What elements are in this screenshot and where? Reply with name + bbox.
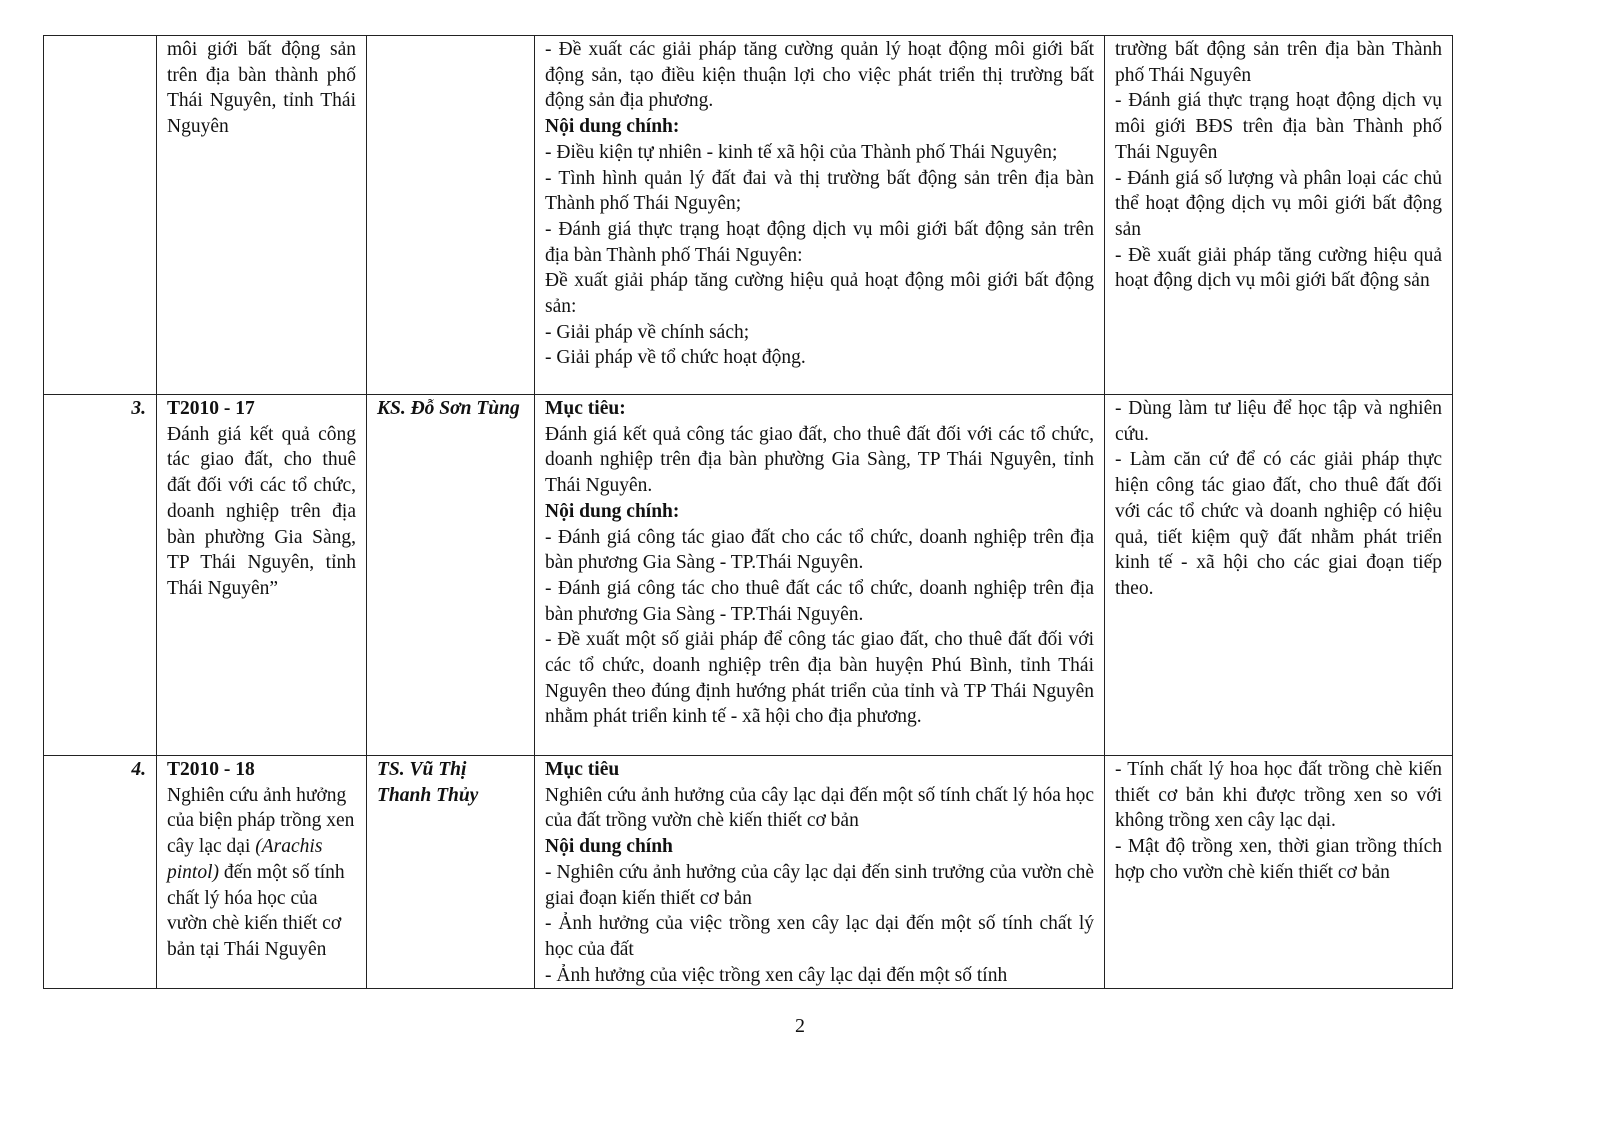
result-cell [1105,756,1453,989]
content-line: - Đánh giá thực trạng hoạt động dịch vụ môi giới bất động sản trên địa bàn Thành phố Thái Nguyên: [545,218,1094,266]
content-line: Đề xuất giải pháp tăng cường hiệu quả hoạt động môi giới bất động sản: [545,270,1094,318]
content-line: - Đánh giá công tác cho thuê đất các tổ chức, doanh nghiệp trên địa bàn phương Gia Sàng - TP.Thái Nguyên. [545,577,1094,625]
content-line: - Đề xuất các giải pháp tăng cường quản lý hoạt động môi giới bất động sản, tạo điều kiện thuận lợi cho việc phát triển thị trường bất động sản địa phương. [545,39,1094,112]
project-code: T2010 - 17 [167,398,255,419]
content-cell [535,395,1105,756]
table-row [44,756,1453,989]
section-heading: Nội dung chính: [545,500,680,522]
project-code: T2010 - 18 [167,759,255,780]
result-line: - Mật độ trồng xen, thời gian trồng thích hợp cho vườn chè kiến thiết cơ bản [1115,836,1442,883]
result-cell [1105,36,1453,395]
content-line: - Ảnh hưởng của việc trồng xen cây lạc dại đến một số tính chất lý học của đất [545,913,1094,960]
page-number: 2 [795,1015,805,1037]
result-line: - Làm căn cứ để có các giải pháp thực hiện công tác giao đất, cho thuê đất đối với các tổ chức và doanh nghiệp có hiệu quả, tiết kiệm quỹ đất nhằm phát triển kinh tế - xã hội cho các giai đoạn tiếp theo. [1115,449,1442,599]
row-number [44,36,157,395]
section-heading: Mục tiêu [545,759,620,780]
topic-cell [157,395,367,756]
section-heading: Nội dung chính: [545,116,680,138]
table-row [44,395,1453,756]
row-number: 3. [44,395,157,756]
result-line: - Dùng làm tư liệu để học tập và nghiên cứu. [1115,398,1442,445]
result-line: trường bất động sản trên địa bàn Thành phố Thái Nguyên [1115,39,1442,86]
content-line: Đánh giá kết quả công tác giao đất, cho thuê đất đối với các tổ chức, doanh nghiệp trên địa bàn phường Gia Sàng, TP Thái Nguyên, tỉnh Thái Nguyên. [545,423,1094,497]
content-line: - Điều kiện tự nhiên - kinh tế xã hội của Thành phố Thái Nguyên; [545,141,1058,163]
result-cell [1105,395,1453,756]
section-heading: Nội dung chính [545,836,673,858]
topic-text-part: Nghiên cứu ảnh hưởng của biện pháp trồng xen cây lạc dại [167,784,355,858]
content-line: - Đánh giá công tác giao đất cho các tổ chức, doanh nghiệp trên địa bàn phương Gia Sàng - TP.Thái Nguyên. [545,526,1094,574]
content-cell [535,36,1105,395]
content-line: - Đề xuất một số giải pháp để công tác giao đất, cho thuê đất đối với các tổ chức, doanh nghiệp trên địa bàn huyện Phú Bình, tỉnh Thái Nguyên theo đúng định hướng phát triển của tỉnh và TP Thái Nguyên nhằm phát triển kinh tế - xã hội cho địa phương. [545,629,1094,728]
author-cell: TS. Vũ Thị Thanh Thủy [367,756,535,989]
author-cell [367,36,535,395]
result-line: - Đánh giá số lượng và phân loại các chủ thể hoạt động dịch vụ môi giới bất động sản [1115,167,1442,240]
content-line: - Tình hình quản lý đất đai và thị trường bất động sản trên địa bàn Thành phố Thái Nguyên; [545,167,1094,215]
result-line: - Đề xuất giải pháp tăng cường hiệu quả hoạt động dịch vụ môi giới bất động sản [1115,244,1442,292]
topic-cell [157,756,367,989]
content-line: - Giải pháp về tổ chức hoạt động. [545,347,806,369]
row-number: 4. [44,756,157,989]
author-cell: KS. Đỗ Sơn Tùng [367,395,535,756]
content-line: - Nghiên cứu ảnh hưởng của cây lạc dại đến sinh trưởng của vườn chè giai đoạn kiến thiết cơ bản [545,861,1094,909]
content-line: - Ảnh hưởng của việc trồng xen cây lạc dại đến một số tính [545,964,1008,986]
content-cell [535,756,1105,989]
topic-cell [157,36,367,395]
section-heading: Mục tiêu: [545,398,626,419]
table-row [44,36,1453,395]
result-line: - Tính chất lý hoa học đất trồng chè kiến thiết cơ bản khi được trồng xen so với không trồng xen cây lạc dại. [1115,759,1442,832]
result-line: - Đánh giá thực trạng hoạt động dịch vụ môi giới BĐS trên địa bàn Thành phố Thái Nguyên [1115,90,1442,163]
project-table [43,35,1453,989]
topic-text: môi giới bất động sản trên địa bàn thành phố Thái Nguyên, tỉnh Thái Nguyên [167,39,356,138]
topic-text-part: đến một số tính chất lý hóa học của vườn chè kiến thiết cơ bản tại Thái Nguyên [167,861,345,960]
topic-text-scientific-name: (Arachis pintol) [167,836,323,883]
content-line: Nghiên cứu ảnh hưởng của cây lạc dại đến một số tính chất lý hóa học của đất trồng vườn chè kiến thiết cơ bản [545,784,1094,832]
content-line: - Giải pháp về chính sách; [545,321,750,343]
topic-text: Đánh giá kết quả công tác giao đất, cho thuê đất đối với các tổ chức, doanh nghiệp trên địa bàn phường Gia Sàng, TP Thái Nguyên, tỉnh Thái Nguyên” [167,423,356,599]
